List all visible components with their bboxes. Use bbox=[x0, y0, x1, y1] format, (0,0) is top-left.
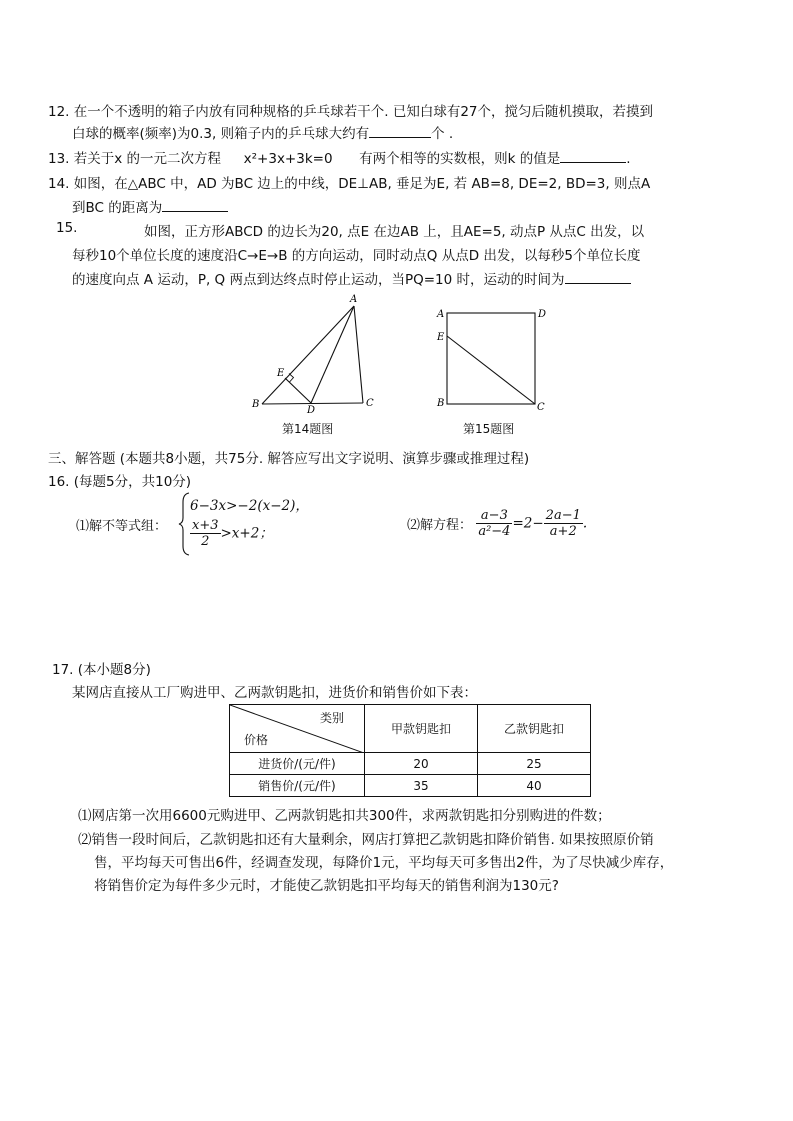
table-corner-price: 价格 bbox=[244, 733, 269, 747]
fig14-side-ab bbox=[262, 306, 354, 404]
q17-heading: 17. (本小题8分) bbox=[52, 662, 151, 678]
q17-intro: 某网店直接从工厂购进甲、乙两款钥匙扣，进货价和销售价如下表： bbox=[72, 685, 477, 701]
q16-eq-denominator1: a²−4 bbox=[478, 524, 511, 539]
q17-part2-line2: 售，平均每天可售出6件，经调查发现，每降价1元，平均每天可多售出2件，为了尽快减少库存， bbox=[94, 855, 674, 871]
q17-part2-line3: 将销售价定为每件多少元时，才能使乙款钥匙扣平均每天的销售利润为130元? bbox=[94, 878, 559, 894]
q16-eq-middle: =2− bbox=[512, 515, 544, 532]
q16-eq-end: . bbox=[582, 515, 588, 532]
fig15-label-d: D bbox=[538, 309, 547, 320]
q16-eq-fraction1 bbox=[476, 508, 512, 539]
q16-ineq2-denominator: 2 bbox=[201, 534, 210, 549]
table-cell: 20 bbox=[365, 753, 478, 775]
q16-heading: 16. (每题5分，共10分) bbox=[48, 474, 192, 490]
q15-line2: 每秒10个单位长度的速度沿C→E→B 的方向运动，同时动点Q 从点D 出发，以每秒5个单位长度 bbox=[72, 248, 641, 264]
q16-part1-label: ⑴解不等式组： bbox=[76, 519, 168, 534]
q15-answer-blank[interactable] bbox=[565, 269, 631, 284]
q15-line1: 如图，正方形ABCD 的边长为20, 点E 在边AB 上，且AE=5, 动点P 从点C 出发，以 bbox=[144, 224, 645, 240]
fig14-median-ad bbox=[311, 306, 354, 403]
q16-eq-denominator2: a+2 bbox=[549, 524, 577, 539]
section3-heading: 三、解答题 (本题共8小题，共75分. 解答应写出文字说明、演算步骤或推理过程) bbox=[48, 451, 530, 467]
fig15-segment-ec bbox=[447, 336, 535, 404]
q17-part2-line1: ⑵销售一段时间后，乙款钥匙扣还有大量剩余，网店打算把乙款钥匙扣降价销售. 如果按照原价销 bbox=[78, 832, 654, 848]
q12-answer-blank[interactable] bbox=[369, 123, 431, 138]
q12-line2-text: 白球的概率(频率)为0.3, 则箱子内的乒乓球大约有 bbox=[72, 126, 370, 142]
fig14-label-a: A bbox=[350, 294, 358, 305]
q16-inequality2 bbox=[190, 518, 273, 549]
q16-eq-fraction2 bbox=[544, 508, 583, 539]
table-corner-category: 类别 bbox=[319, 711, 344, 725]
table-header-b: 乙款钥匙扣 bbox=[478, 705, 591, 753]
fig14-label-b: B bbox=[252, 399, 260, 410]
q15-line3-text: 的速度向点 A 运动，P, Q 两点到达终点时停止运动，当PQ=10 时，运动的时间为 bbox=[72, 272, 565, 288]
table-header-a: 甲款钥匙扣 bbox=[365, 705, 478, 753]
q13-end: . bbox=[626, 151, 631, 167]
fig14-label-d: D bbox=[307, 405, 316, 416]
q16-ineq2-fraction bbox=[190, 518, 221, 549]
q16-eq-numerator2: 2a−1 bbox=[545, 508, 581, 523]
q13-answer-blank[interactable] bbox=[560, 148, 626, 163]
fig15-caption: 第15题图 bbox=[463, 422, 515, 436]
q15-number: 15. bbox=[56, 220, 78, 236]
fig15-label-b: B bbox=[437, 398, 445, 409]
table-row bbox=[230, 753, 591, 775]
q15-line3 bbox=[72, 268, 631, 288]
figure-15 bbox=[432, 302, 552, 414]
q16-eq-numerator1: a−3 bbox=[476, 508, 512, 524]
fig14-label-c: C bbox=[366, 398, 374, 409]
q16-part2-label: ⑵解方程： bbox=[407, 518, 473, 533]
fig15-label-c: C bbox=[537, 402, 545, 413]
q16-ineq2-numerator: x+3 bbox=[192, 518, 219, 533]
q12-line1: 12. 在一个不透明的箱子内放有同种规格的乒乓球若干个. 已知白球有27个，搅匀后随机摸取，若摸到 bbox=[48, 104, 654, 120]
q16-part2 bbox=[407, 508, 587, 539]
q17-part1: ⑴网店第一次用6600元购进甲、乙两款钥匙扣共300件，求两款钥匙扣分别购进的件数； bbox=[78, 808, 611, 824]
q14-line2 bbox=[72, 196, 228, 216]
table-cell: 40 bbox=[478, 775, 591, 797]
q14-line2-text: 到BC 的距离为 bbox=[72, 200, 163, 216]
q16-ineq2-rest: >x+2； bbox=[220, 525, 273, 542]
fig14-side-ac bbox=[354, 306, 363, 403]
q14-answer-blank[interactable] bbox=[162, 197, 228, 212]
fig15-label-e: E bbox=[437, 332, 445, 343]
q14-line1: 14. 如图，在△ABC 中，AD 为BC 边上的中线，DE⊥AB, 垂足为E, 若 AB=8, DE=2, BD=3, 则点A bbox=[48, 176, 651, 192]
fig14-perp-de bbox=[285, 378, 311, 403]
q13-line bbox=[48, 147, 631, 167]
q12-unit: 个 . bbox=[431, 126, 454, 142]
table-cell: 35 bbox=[365, 775, 478, 797]
figure-14 bbox=[244, 292, 384, 416]
fig14-caption: 第14题图 bbox=[282, 422, 334, 436]
q13-suffix: 有两个相等的实数根，则k 的值是 bbox=[359, 151, 561, 167]
q13-prefix: 13. 若关于x 的一元二次方程 bbox=[48, 151, 222, 167]
fig14-side-bc bbox=[262, 403, 363, 404]
table-corner-cell bbox=[230, 705, 365, 753]
q12-line2 bbox=[72, 122, 453, 142]
table-cell: 25 bbox=[478, 753, 591, 775]
fig15-label-a: A bbox=[437, 309, 445, 320]
price-table bbox=[229, 704, 591, 797]
q13-equation: x²+3x+3k=0 bbox=[243, 151, 333, 167]
fig15-square bbox=[447, 313, 535, 404]
table-row-label: 销售价/(元/件) bbox=[230, 775, 365, 797]
table-row-label: 进货价/(元/件) bbox=[230, 753, 365, 775]
fig14-label-e: E bbox=[277, 368, 285, 379]
table-row bbox=[230, 775, 591, 797]
q16-inequality1: 6−3x>−2(x−2)， bbox=[190, 498, 309, 514]
